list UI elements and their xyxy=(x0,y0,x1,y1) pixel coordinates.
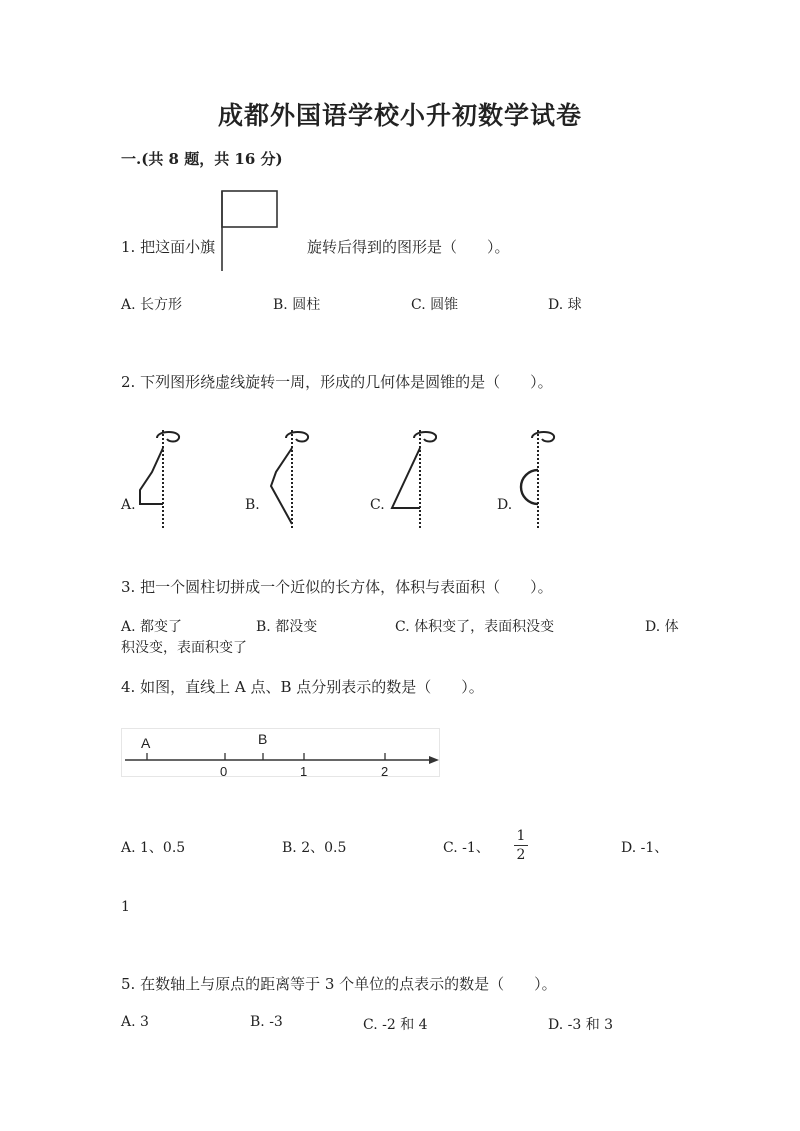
q2-figure-c xyxy=(387,426,437,532)
q4-option-d-wrap: 1 xyxy=(121,899,130,915)
q3-option-d: D. 体 xyxy=(645,619,679,635)
fraction-numerator: 1 xyxy=(516,828,526,844)
q1-stem-before: 1. 把这面小旗 xyxy=(121,238,216,256)
q1-option-a: A. 长方形 xyxy=(121,297,183,313)
q3-option-b: B. 都没变 xyxy=(256,619,318,635)
q2-label-b: B. xyxy=(245,497,260,513)
q3-option-d-wrap: 积没变，表面积变了 xyxy=(121,640,247,656)
number-line xyxy=(121,728,443,784)
q3-stem: 3. 把一个圆柱切拼成一个近似的长方体，体积与表面积（ ）。 xyxy=(121,578,553,596)
q5-stem: 5. 在数轴上与原点的距离等于 3 个单位的点表示的数是（ ）。 xyxy=(121,975,557,993)
flag-figure xyxy=(218,188,282,274)
q5-option-b: B. -3 xyxy=(250,1014,283,1030)
tick-label-0: 0 xyxy=(220,764,228,779)
q3-option-c: C. 体积变了，表面积没变 xyxy=(395,619,555,635)
q4-stem: 4. 如图，直线上 A 点、B 点分别表示的数是（ ）。 xyxy=(121,678,484,696)
q4-option-c-fraction xyxy=(514,828,528,863)
tick-label-2: 2 xyxy=(381,764,389,779)
q3-option-a: A. 都变了 xyxy=(121,619,183,635)
q1-option-b: B. 圆柱 xyxy=(273,297,321,313)
q4-option-a: A. 1、0.5 xyxy=(121,840,186,856)
point-b-label: B xyxy=(258,731,268,747)
q4-option-d: D. -1、 xyxy=(621,840,669,856)
section-heading: 一.(共 8 题，共 16 分) xyxy=(121,150,283,168)
q5-option-c: C. -2 和 4 xyxy=(363,1017,428,1033)
q2-figure-d xyxy=(512,426,562,532)
q2-label-d: D. xyxy=(497,497,513,513)
q2-figure-a xyxy=(136,426,186,532)
q2-stem: 2. 下列图形绕虚线旋转一周，形成的几何体是圆锥的是（ ）。 xyxy=(121,373,553,391)
q5-option-a: A. 3 xyxy=(121,1014,149,1030)
q1-option-c: C. 圆锥 xyxy=(411,297,459,313)
q2-label-c: C. xyxy=(370,497,385,513)
q4-option-c: C. -1、 xyxy=(443,840,490,856)
tick-label-1: 1 xyxy=(300,764,308,779)
q5-option-d: D. -3 和 3 xyxy=(548,1017,614,1033)
fraction-bar xyxy=(514,845,528,846)
q2-figure-b xyxy=(262,426,312,532)
q1-option-d: D. 球 xyxy=(548,297,582,313)
q2-label-a: A. xyxy=(121,497,136,513)
q1-stem-after: 旋转后得到的图形是（ ）。 xyxy=(307,238,510,256)
q4-option-b: B. 2、0.5 xyxy=(282,840,347,856)
fraction-denominator: 2 xyxy=(516,847,526,863)
page-title: 成都外国语学校小升初数学试卷 xyxy=(217,101,582,130)
point-a-label: A xyxy=(141,735,151,751)
